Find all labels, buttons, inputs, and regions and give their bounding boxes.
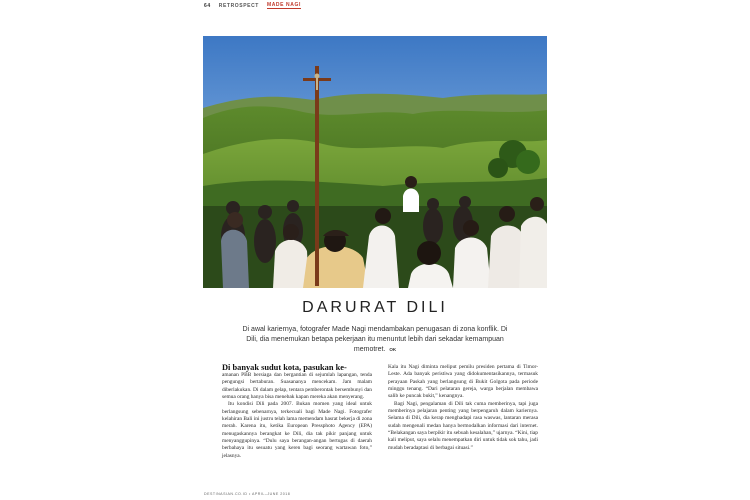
lead-in: Di banyak sudut kota, pasukan ke- [222, 363, 347, 372]
article-title: DARURAT DILI [302, 299, 448, 316]
paragraph: Itu kondisi Dili pada 2007. Bukan momen yang ideal untuk berlangsung sebenarnya, terkecuali bagi Made Nagi. Fotografer kelahiran Bali ini justru telah lama memendam hasrat bekerja di zona merah. Karena itu, ketika European Pressphoto Agency (EPA) menugaskannya berangkat ke Dili, dia tak pikir panjang untuk menyanggupinya. “Dulu saya berangan-angan bertugas di daerah berbahaya itu sesuatu yang keren bagi seorang wartawan foto,” jelasnya. [222, 401, 372, 459]
page-number: 64 [204, 2, 211, 9]
deck-signature: OK [389, 347, 397, 352]
article-deck [240, 325, 510, 355]
paragraph: Bagi Nagi, pengalaman di Dili tak cuma memberinya, tapi juga memberinya pelajaran penting yang berpengaruh dalam kariernya. Selama di Dili, dia kerap menghadapi rasa waswas, lantaran merasa sudah mengenali medan hanya bermodalkan informasi dari internet. “Belakangan saya berpikir itu sebuah kesalahan,” ujarnya. “Kini, tiap kali meliput, saya selalu menempatkan diri untuk tidak sok tahu, jadi mudah beradaptasi di berbagai situasi.” [388, 400, 538, 451]
article-column-left [222, 364, 372, 460]
hero-photo [203, 36, 547, 288]
paragraph: amanan PBB bersiaga dan bergantian di sejumlah lapangan, tenda pengungsi bertaburan. Suasananya mencekam. Jam malam diberlakukan. Di dalam gelap, tentara pemberontak bersembunyi dan semua orang hanya bisa menebak kapan mereka akan menyerang. [222, 372, 372, 401]
paragraph: Kala itu Nagi diminta meliput pemilu presiden pertama di Timor-Leste. Ada banyak peristiwa yang didokumentasikannya, termasuk perayaan Paskah yang berlangsung di Bukit Golgota pada periode minggu tenang. “Dari pelataran gereja, warga berjalan membawa salib ke puncak bukit,” kenangnya. [388, 364, 538, 400]
deck-text: Di awal kariernya, fotografer Made Nagi mendambakan penugasan di zona konflik. Di Dili, dia menemukan betapa pekerjaan itu menuntut lebih dari sekadar kemampuan memotret. [242, 326, 508, 353]
page-footer: DESTINASIAN.CO.ID • APRIL–JUNE 2018 [204, 492, 291, 496]
page-header [204, 2, 301, 9]
section-label: RETROSPECT [218, 2, 259, 9]
subsection-label: MADE NAGI [266, 2, 301, 8]
article-column-right [388, 364, 538, 452]
